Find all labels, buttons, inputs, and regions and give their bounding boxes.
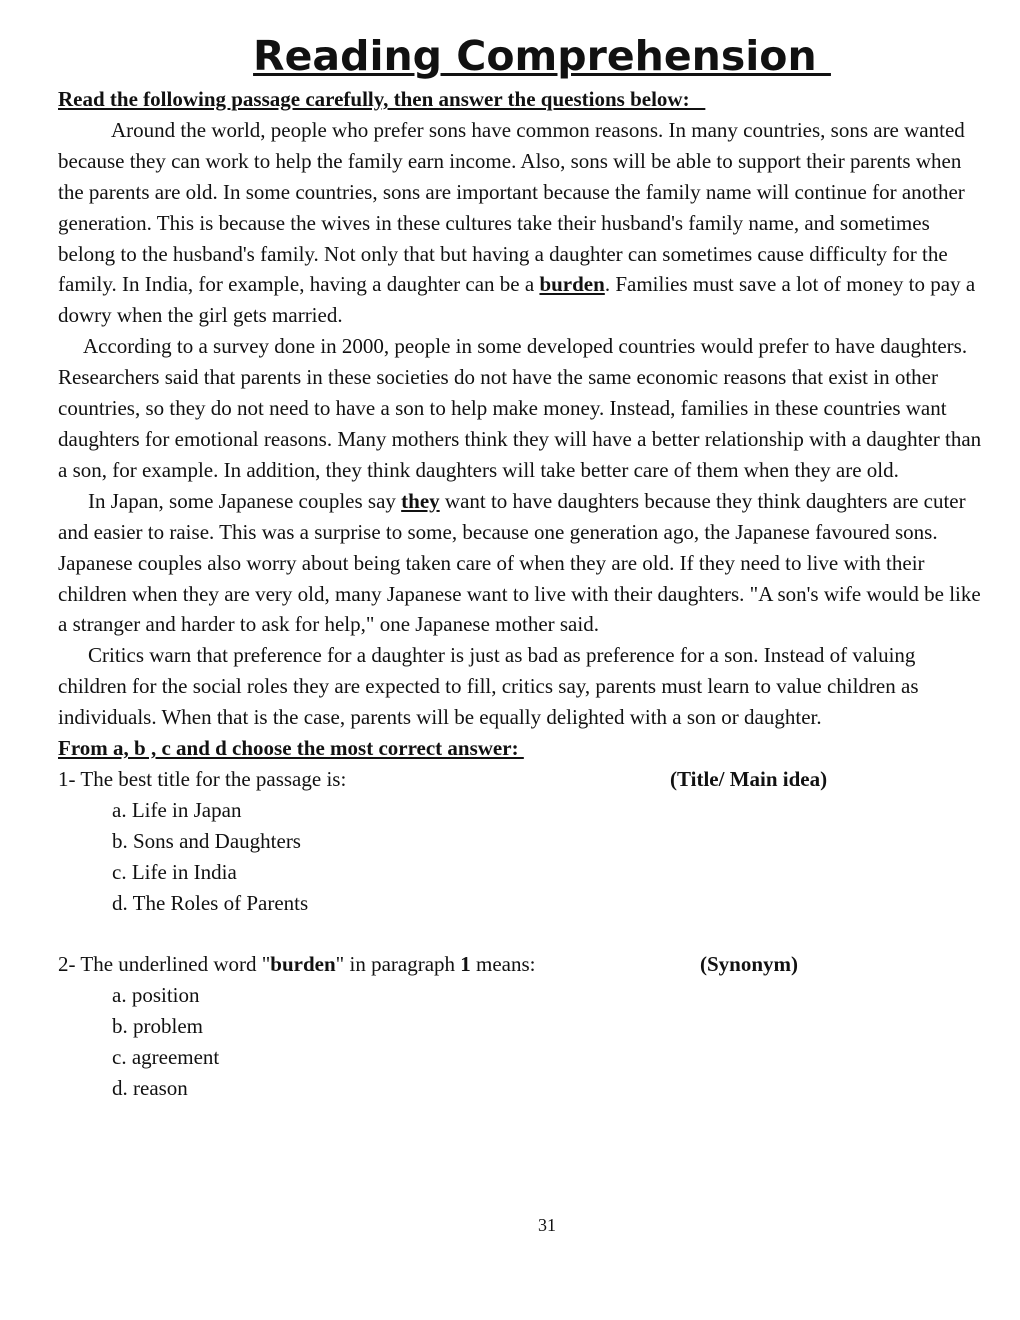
question-2 — [58, 949, 983, 1103]
question-2-option-c: c. agreement — [112, 1044, 220, 1069]
reading-instructions: Read the following passage carefully, then answer the questions below: — [58, 87, 706, 111]
question-1-option-a: a. Life in Japan — [112, 797, 242, 822]
section-heading: From a, b , c and d choose the most correct answer: — [58, 736, 524, 761]
question-2-option-a: a. position — [112, 983, 200, 1008]
question-2-text — [58, 952, 536, 976]
worksheet-content — [58, 84, 983, 1104]
spacer — [58, 918, 983, 949]
question-2-line — [58, 949, 983, 980]
question-2-option-d: d. reason — [112, 1075, 188, 1100]
question-2-option-b: b. problem — [112, 1014, 203, 1039]
passage-text: Around the world, people who prefer sons have common reasons. In many countries, sons are wanted because they can work to help the family earn income. Also, sons will be able to support their parents when the parents are old. In some countries, sons are important because the family name will continue for another generation. This is because the wives in these cultures take their husband's family name, and sometimes belong to the husband's family. Not only that but having a daughter can sometimes cause difficulty for the family. In India, for example, having a daughter can be a — [58, 117, 965, 297]
question-1-option-d: d. The Roles of Parents — [112, 890, 309, 915]
question-1-text: 1- The best title for the passage is: — [58, 766, 347, 791]
passage-text: . Families must save a lot of money to pay a dowry when the girl gets married. — [58, 272, 976, 328]
question-2-prefix: 2- The underlined word " — [58, 952, 271, 977]
question-1 — [58, 764, 983, 918]
passage-paragraph-3 — [58, 486, 983, 641]
passage-paragraph-4: Critics warn that preference for a daughter is just as bad as preference for a son. Instead of valuing children for the social roles they are expected to fill, critics say, parents must learn to value children as individuals. When that is the case, parents will be equally delighted with a son or daughter. — [58, 643, 919, 730]
passage-text: want to have daughters because they think daughters are cuter and easier to raise. This was a surprise to some, because one generation ago, the Japanese favoured sons. Japanese couples also worry about being taken care of when they are old. If they need to live with their children when they are very old, many Japanese want to live with their daughters. "A son's wife would be like a stranger and harder to ask for help," one Japanese mother said. — [58, 488, 981, 637]
question-2-suffix: means: — [470, 952, 536, 977]
page-title: Reading Comprehension — [253, 32, 831, 80]
question-1-option-b: b. Sons and Daughters — [112, 828, 301, 853]
passage-paragraph-2: According to a survey done in 2000, people in some developed countries would prefer to have daughters. Researchers said that parents in these societies do not have the same economic reasons that exist in other countries, so they do not need to have a son to help make money. Instead, families in these countries want daughters for emotional reasons. Many mothers think they will have a better relationship with a daughter than a son, for example. In addition, they think daughters will take better care of them when they are old. — [58, 334, 982, 482]
question-2-paragraph-number: 1 — [460, 952, 471, 977]
question-1-option-c: c. Life in India — [112, 859, 237, 884]
question-2-word: burden — [270, 952, 336, 977]
underlined-word-burden: burden — [539, 272, 605, 297]
question-2-tag: (Synonym) — [700, 952, 799, 977]
question-1-tag: (Title/ Main idea) — [670, 766, 828, 791]
question-1-line — [58, 764, 983, 795]
passage-text: In Japan, some Japanese couples say — [88, 488, 402, 513]
page-number: 31 — [538, 1215, 556, 1235]
passage-paragraph-1 — [58, 115, 983, 331]
question-2-middle: " in paragraph — [335, 952, 461, 977]
underlined-word-they: they — [401, 488, 440, 513]
